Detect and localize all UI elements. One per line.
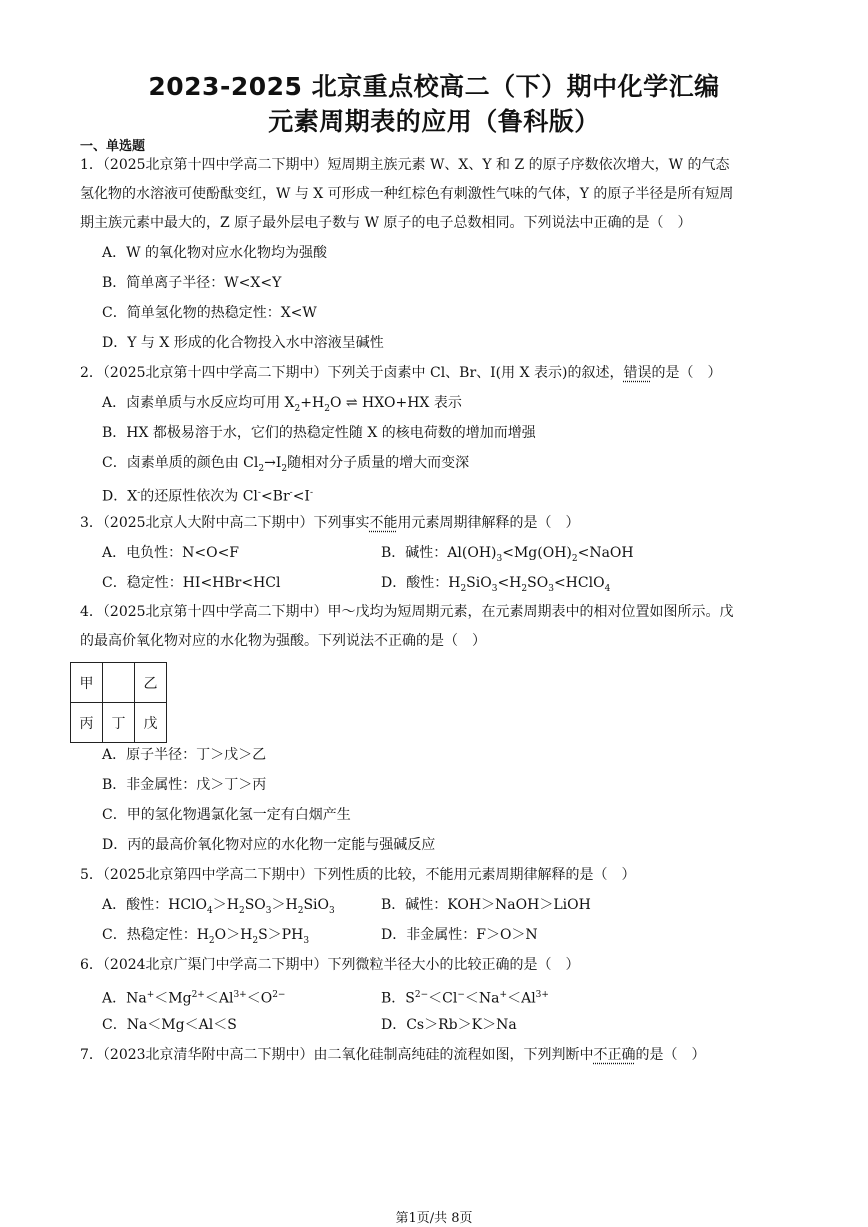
q3-option-a: A．电负性：N<O<F xyxy=(102,545,240,561)
table-cell xyxy=(103,663,135,703)
q3-d-sub1: 2 xyxy=(460,583,467,594)
q3-d-text5: <HClO xyxy=(553,575,605,591)
q3-d-sub3: 2 xyxy=(521,583,528,594)
q5-a-text4: ＞H xyxy=(271,897,298,913)
q3-b-text3: <NaOH xyxy=(577,545,634,561)
q2-option-b: B．HX 都极易溶于水，它们的热稳定性随 X 的核电荷数的增加而增强 xyxy=(102,425,536,441)
q3-stem xyxy=(80,513,580,533)
q3-stem-text: 3．（2025北京人大附中高二下期中）下列事实 xyxy=(80,515,370,531)
q3-d-sub5: 4 xyxy=(604,583,611,594)
q2-c-text3: 随相对分子质量的增大而变深 xyxy=(287,455,470,471)
page-footer: 第1页/共 8页 xyxy=(395,1211,473,1226)
q3-b-text1: B．碱性：Al(OH) xyxy=(381,545,497,561)
q6-a-sup1: + xyxy=(146,990,155,1000)
q5-a-sub1: 4 xyxy=(207,905,213,916)
q5-a-sub3: 3 xyxy=(265,905,272,916)
q6-option-c: C．Na＜Mg＜Al＜S xyxy=(102,1017,237,1033)
q7-stem xyxy=(80,1045,706,1065)
q3-b-text2: <Mg(OH) xyxy=(502,545,572,561)
table-cell: 戊 xyxy=(135,703,167,743)
q3-option-c: C．稳定性：HI<HBr<HCl xyxy=(102,575,281,591)
q6-a-sup4: 2− xyxy=(272,990,286,1000)
q2-a-text2: +H xyxy=(300,395,325,411)
q6-b-sup4: 3+ xyxy=(535,990,549,1000)
q4-stem-line1: 4．（2025北京第十四中学高二下期中）甲～戊均为短周期元素，在元素周期表中的相对位置如图所示。戊 xyxy=(80,604,734,620)
q2-a-text3: O ⇌ HXO+HX 表示 xyxy=(329,395,462,411)
q6-a-text4: ＜O xyxy=(246,990,273,1007)
q1-option-b: B．简单离子半径：W<X<Y xyxy=(102,275,282,291)
q2-emphasis: 错误 xyxy=(623,365,652,381)
q5-c-text2: O＞H xyxy=(214,927,253,943)
q6-b-sup1: 2− xyxy=(414,990,429,1000)
q3-b-sub1: 3 xyxy=(496,553,503,564)
q2-d-text4: <I xyxy=(292,488,310,505)
q2-d-sup2: - xyxy=(257,488,261,498)
q5-a-sub4: 2 xyxy=(297,905,304,916)
q6-b-sup3: + xyxy=(499,990,508,1000)
q2-a-sub2: 2 xyxy=(324,403,330,414)
q2-d-sup3: - xyxy=(289,488,293,498)
q6-a-text3: ＜Al xyxy=(204,990,234,1007)
q1-stem-line3: 期主族元素中最大的，Z 原子最外层电子数与 W 原子的电子总数相同。下列说法中正确的是（ ） xyxy=(80,215,692,231)
q3-d-text2: SiO xyxy=(466,575,492,591)
q5-option-a xyxy=(102,895,335,921)
page-title: 2023-2025 北京重点校高二（下）期中化学汇编 xyxy=(148,72,720,101)
table-cell: 甲 xyxy=(71,663,103,703)
q4-option-d: D．丙的最高价氧化物对应的水化物一定能与强碱反应 xyxy=(102,837,436,853)
q3-d-text1: D．酸性：H xyxy=(381,575,461,591)
q2-a-sub1: 2 xyxy=(294,403,301,414)
q2-d-sup4: - xyxy=(309,488,314,498)
q1-stem-line1: 1．（2025北京第十四中学高二下期中）短周期主族元素 W、X、Y 和 Z 的原子序数依次增大，W 的气态 xyxy=(80,157,730,173)
q4-option-b: B．非金属性：戊＞丁＞丙 xyxy=(102,777,267,793)
q4-option-a: A．原子半径：丁＞戊＞乙 xyxy=(102,747,267,763)
q2-d-text3: <Br xyxy=(260,488,290,505)
q6-option-d: D．Cs＞Rb＞K＞Na xyxy=(381,1017,517,1033)
q2-stem-text: 2．（2025北京第十四中学高二下期中）下列关于卤素中 Cl、Br、I(用 X 表示)的叙述， xyxy=(80,365,624,381)
q6-stem: 6．（2024北京广渠门中学高二下期中）下列微粒半径大小的比较正确的是（ ） xyxy=(80,957,580,973)
q5-c-text3: S＞PH xyxy=(258,927,304,943)
q5-a-text3: SO xyxy=(244,897,266,913)
q6-a-text1: A．Na xyxy=(102,990,147,1007)
q2-option-a xyxy=(102,393,462,419)
q5-a-sub2: 2 xyxy=(238,905,245,916)
page-subtitle: 元素周期表的应用（鲁科版） xyxy=(268,107,600,136)
q2-c-sub2: 2 xyxy=(281,463,288,474)
q5-option-c xyxy=(102,925,309,951)
q2-c-sub1: 2 xyxy=(258,463,265,474)
section-heading: 一、单选题 xyxy=(80,139,146,154)
q5-a-sub5: 3 xyxy=(329,905,335,916)
q5-option-b: B．碱性：KOH＞NaOH＞LiOH xyxy=(381,897,591,913)
q7-stem-text: 7．（2023北京清华附中高二下期中）由二氧化硅制高纯硅的流程如图，下列判断中 xyxy=(80,1047,594,1063)
q4-option-c: C．甲的氢化物遇氯化氢一定有白烟产生 xyxy=(102,807,351,823)
q3-d-text3: <H xyxy=(497,575,522,591)
q6-b-text4: ＜Al xyxy=(507,990,536,1007)
q5-option-d: D．非金属性：F＞O＞N xyxy=(381,927,538,943)
table-row xyxy=(71,663,167,703)
q3-emphasis: 不能 xyxy=(369,515,398,531)
q2-d-text1: D．X xyxy=(102,488,138,505)
q1-option-d: D．Y 与 X 形成的化合物投入水中溶液呈碱性 xyxy=(102,335,384,351)
q1-option-c: C．简单氢化物的热稳定性：X<W xyxy=(102,305,317,321)
q5-a-text5: SiO xyxy=(303,897,329,913)
q5-a-text2: ＞H xyxy=(212,897,239,913)
q5-c-text1: C．热稳定性：H xyxy=(102,927,209,943)
q3-option-b xyxy=(381,543,634,569)
q4-stem-line2: 的最高价氧化物对应的水化物为强酸。下列说法不正确的是（ ） xyxy=(80,633,486,649)
q5-a-text1: A．酸性：HClO xyxy=(102,897,207,913)
periodic-position-table xyxy=(70,662,167,743)
q6-b-text2: ＜Cl xyxy=(428,990,458,1007)
q2-c-text2: →I xyxy=(264,455,282,471)
q2-d-text2: 的还原性依次为 Cl xyxy=(140,488,258,505)
q3-stem-end: 用元素周期律解释的是（ ） xyxy=(397,515,580,531)
q3-d-sub4: 3 xyxy=(548,583,554,594)
q2-a-text1: A．卤素单质与水反应均可用 X xyxy=(102,395,295,411)
table-row xyxy=(71,703,167,743)
q6-option-b xyxy=(381,985,549,1009)
q6-a-sup2: 2+ xyxy=(191,990,205,1000)
q6-a-sup3: 3+ xyxy=(233,990,247,1000)
q2-option-c xyxy=(102,453,469,479)
q2-stem-end: 的是（ ） xyxy=(651,365,722,381)
q3-d-text4: SO xyxy=(527,575,549,591)
q7-stem-end: 的是（ ） xyxy=(635,1047,706,1063)
q2-stem xyxy=(80,363,721,383)
q2-c-text1: C．卤素单质的颜色由 Cl xyxy=(102,455,259,471)
q6-b-text3: ＜Na xyxy=(464,990,500,1007)
q6-a-text2: ＜Mg xyxy=(154,990,192,1007)
q1-stem-line2: 氢化物的水溶液可使酚酞变红，W 与 X 可形成一种红棕色有刺激性气味的气体，Y 的原子半径是所有短周 xyxy=(80,186,734,202)
q2-d-sup1: - xyxy=(137,488,141,498)
q3-b-sub2: 2 xyxy=(571,553,578,564)
q6-b-sup2: − xyxy=(457,990,465,1000)
q6-b-text1: B．S xyxy=(381,990,415,1007)
q1-option-a: A．W 的氧化物对应水化物均为强酸 xyxy=(102,245,327,261)
q5-c-sub2: 2 xyxy=(252,935,259,946)
q6-option-a xyxy=(102,985,285,1009)
q2-option-d xyxy=(102,483,313,507)
table-cell: 丙 xyxy=(71,703,103,743)
q3-option-d xyxy=(381,573,610,599)
q7-emphasis: 不正确 xyxy=(593,1047,636,1063)
table-cell: 乙 xyxy=(135,663,167,703)
q5-c-sub3: 3 xyxy=(303,935,310,946)
q3-d-sub2: 3 xyxy=(491,583,498,594)
q5-stem: 5．（2025北京第四中学高二下期中）下列性质的比较，不能用元素周期律解释的是（ ） xyxy=(80,867,636,883)
table-cell: 丁 xyxy=(103,703,135,743)
q5-c-sub1: 2 xyxy=(208,935,215,946)
